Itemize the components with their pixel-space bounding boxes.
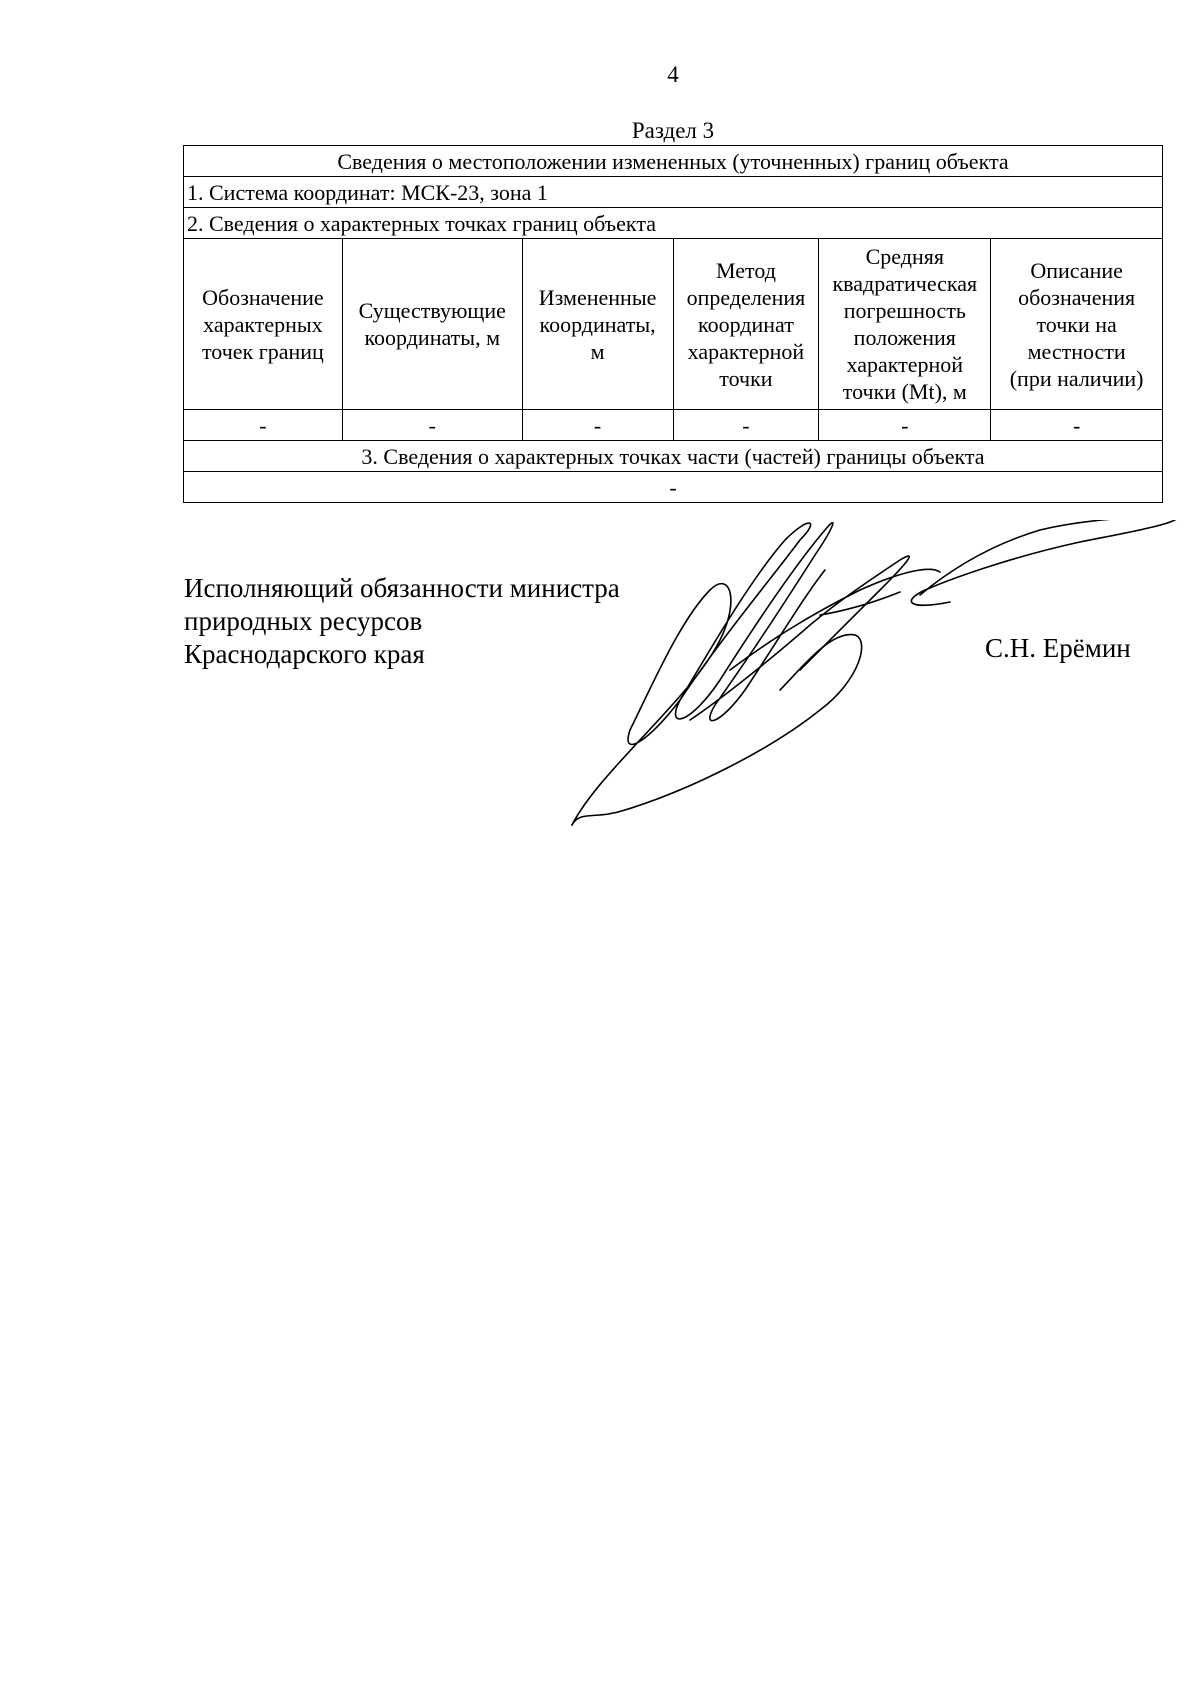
boundary-table <box>183 145 1163 503</box>
table-cell: - <box>991 410 1163 441</box>
column-header-line: точки <box>719 365 773 391</box>
column-header-line: Измененные <box>538 284 657 310</box>
column-header-line: характерной <box>687 338 805 364</box>
table-title: Сведения о местоположении измененных (уточненных) границ объекта <box>184 146 1163 177</box>
signatory-title <box>184 572 620 671</box>
column-header <box>991 239 1163 410</box>
column-header-line: координаты, м <box>364 325 500 350</box>
points-heading-row <box>184 208 1163 239</box>
column-header-line: (при наличии) <box>1009 365 1144 391</box>
handwritten-signature <box>570 520 1180 840</box>
table-cell: - <box>184 410 343 441</box>
column-header-line: определения <box>686 284 806 310</box>
column-header <box>673 239 819 410</box>
coordinate-system: 1. Система координат: МСК-23, зона 1 <box>184 177 1163 208</box>
page-number: 4 <box>667 62 679 87</box>
column-header-line: характерных <box>203 311 323 337</box>
points-heading: 2. Сведения о характерных точках границ объекта <box>184 208 1163 239</box>
table-cell: - <box>819 410 991 441</box>
column-header-line: м <box>590 338 605 364</box>
column-header <box>184 239 343 410</box>
table-cell: - <box>673 410 819 441</box>
signatory-title-line: Исполняющий обязанности министра <box>184 573 620 603</box>
column-header-line: Метод <box>715 257 776 283</box>
column-header-line: положения <box>853 325 956 350</box>
column-header-line: квадратическая <box>832 271 978 296</box>
column-header-line: погрешность <box>843 298 966 323</box>
column-header-line: координаты, <box>539 311 656 337</box>
signatory-title-line: Краснодарского края <box>184 639 425 669</box>
table-cell: - <box>342 410 522 441</box>
parts-value: - <box>184 472 1163 503</box>
column-header-line: Средняя <box>865 244 944 269</box>
table-row <box>184 410 1163 441</box>
signatory-title-line: природных ресурсов <box>184 606 423 636</box>
parts-value-row <box>184 472 1163 503</box>
column-header-line: координат <box>698 311 794 337</box>
section-title: Раздел 3 <box>631 118 715 143</box>
column-header-line: точки на <box>1036 311 1117 337</box>
column-header-line: Существующие <box>358 298 506 323</box>
column-header-line: Описание <box>1030 257 1123 283</box>
column-header <box>342 239 522 410</box>
column-header-line: характерной <box>846 352 964 377</box>
column-header-line: точек границ <box>201 338 324 364</box>
parts-heading-row <box>184 441 1163 472</box>
column-header-line: Обозначение <box>202 284 324 310</box>
table-cell: - <box>522 410 673 441</box>
column-header-line: обозначения <box>1018 284 1136 310</box>
parts-heading: 3. Сведения о характерных точках части (частей) границы объекта <box>184 441 1163 472</box>
coordinate-system-row <box>184 177 1163 208</box>
column-header-line: местности <box>1027 338 1126 364</box>
column-header <box>522 239 673 410</box>
column-header-row <box>184 239 1163 410</box>
signatory-name: С.Н. Ерёмин <box>985 633 1131 663</box>
column-header <box>819 239 991 410</box>
table-title-row <box>184 146 1163 177</box>
column-header-line: точки (Mt), м <box>842 379 967 404</box>
